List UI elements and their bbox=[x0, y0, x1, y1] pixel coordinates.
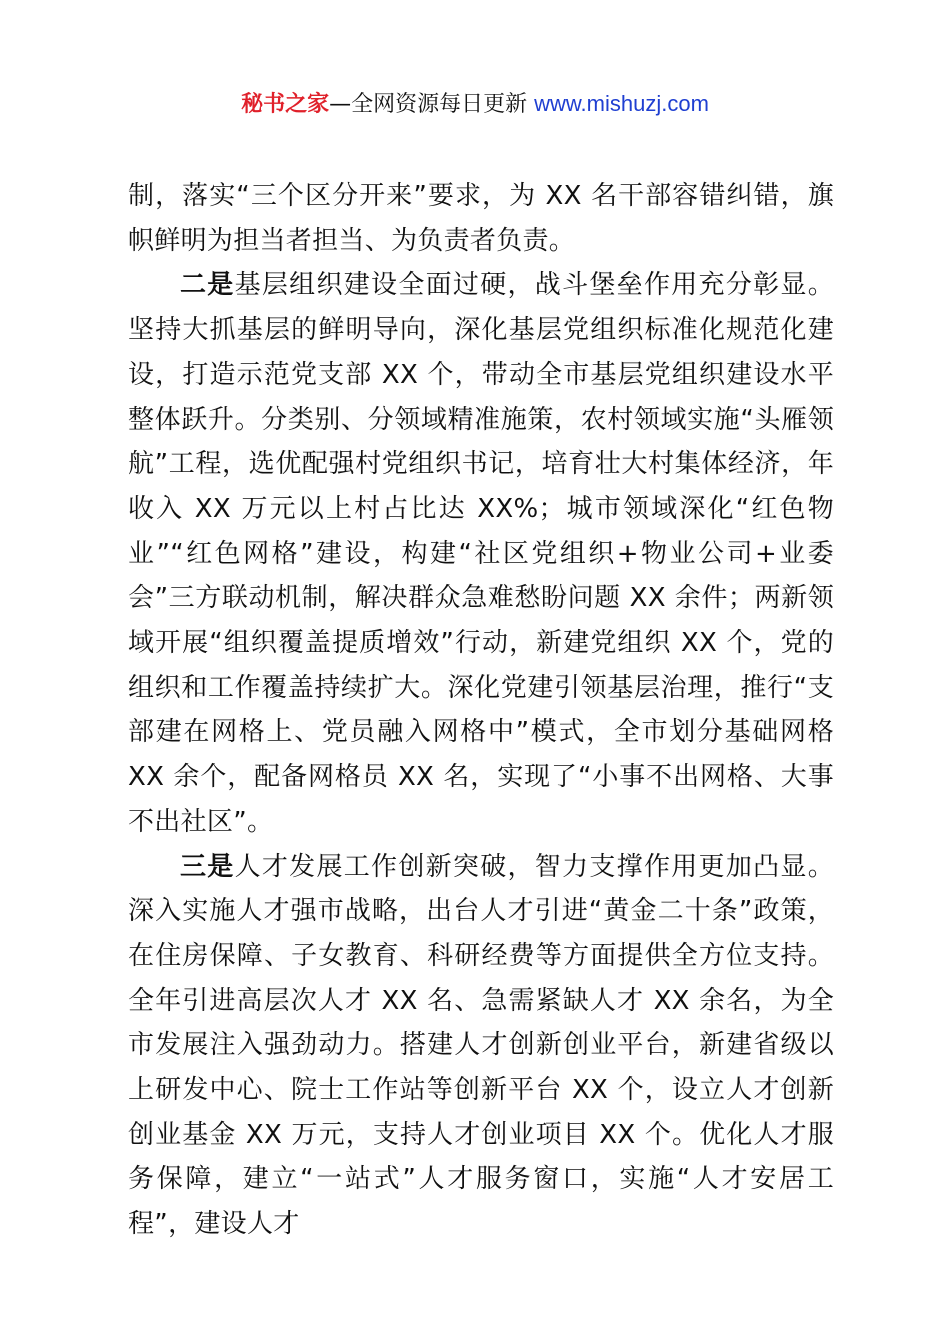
paragraph-text: 人才发展工作创新突破，智力支撑作用更加凸显。深入实施人才强市战略，出台人才引进“黄金二十条”政策，在住房保障、子女教育、科研经费等方面提供全方位支持。全年引进高层次人才 XX 名、急需紧缺人才 XX 余名，为全市发展注入强劲动力。搭建人才创新创业平台，新建省级以上研发中心、院士工作站等创新平台 XX 个，设立人才创新创业基金 XX 万元，支持人才创业项目 XX 个。优化人才服务保障，建立“一站式”人才服务窗口，实施“人才安居工程”，建设人才 bbox=[128, 851, 834, 1240]
paragraph-text: 基层组织建设全面过硬，战斗堡垒作用充分彰显。坚持大抓基层的鲜明导向，深化基层党组织标准化规范化建设，打造示范党支部 XX 个，带动全市基层党组织建设水平整体跃升。分类别、分领域精准施策，农村领域实施“头雁领航”工程，选优配强村党组织书记，培育壮大村集体经济，年收入 XX 万元以上村占比达 XX%；城市领域深化“红色物业”“红色网格”建设，构建“社区党组织+物业公司+业委会”三方联动机制，解决群众急难愁盼问题 XX 余件；两新领域开展“组织覆盖提质增效”行动，新建党组织 XX 个，党的组织和工作覆盖持续扩大。深化党建引领基层治理，推行“支部建在网格上、党员融入网格中”模式，全市划分基础网格 XX 余个，配备网格员 XX 名，实现了“小事不出网格、大事不出社区”。 bbox=[128, 270, 834, 837]
paragraph-talent-development bbox=[128, 845, 834, 1247]
paragraph-lead: 二是 bbox=[180, 270, 235, 301]
paragraph-continuation bbox=[128, 174, 834, 263]
paragraph-text: 制，落实“三个区分开来”要求，为 XX 名干部容错纠错，旗帜鲜明为担当者担当、为负责者负责。 bbox=[128, 181, 834, 256]
document-body bbox=[128, 174, 834, 1247]
paragraph-grassroots-organization bbox=[128, 263, 834, 844]
paragraph-lead: 三是 bbox=[180, 851, 235, 882]
site-url[interactable]: www.mishuzj.com bbox=[534, 91, 709, 116]
site-header bbox=[0, 86, 950, 123]
site-brand: 秘书之家 bbox=[241, 92, 330, 117]
site-tagline: —全网资源每日更新 bbox=[329, 92, 535, 117]
